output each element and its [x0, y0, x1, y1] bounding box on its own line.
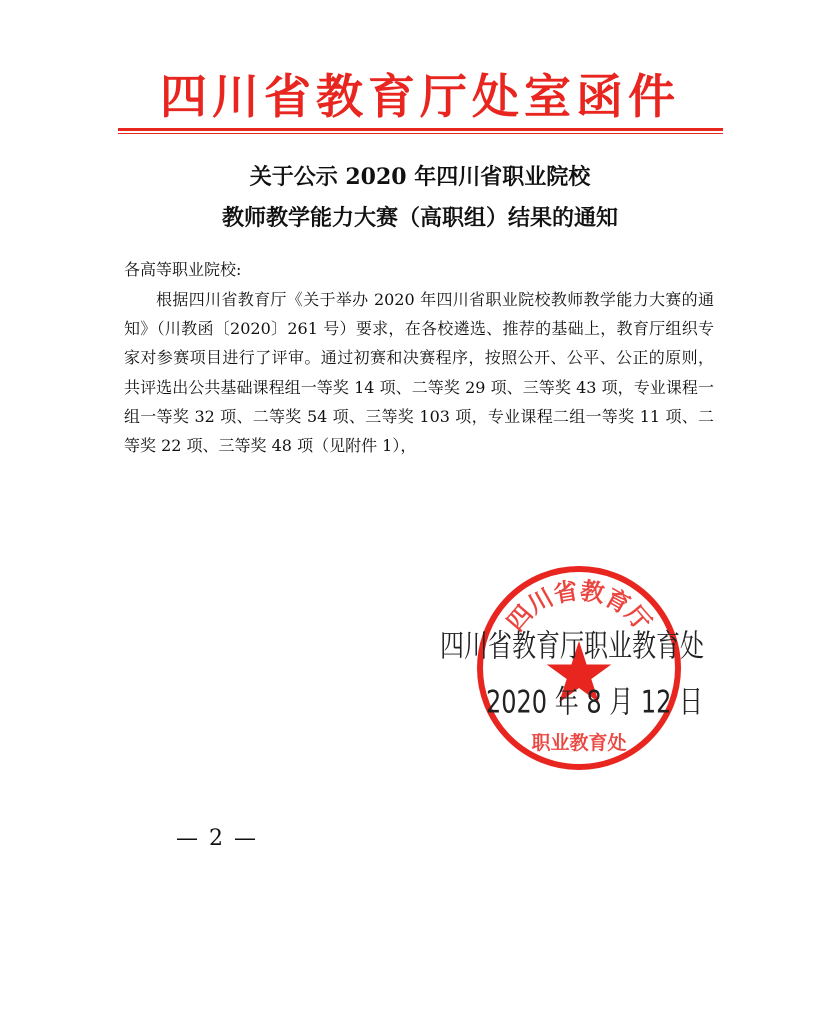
seal-inner-text: 职业教育处 — [531, 732, 627, 754]
official-seal — [476, 565, 682, 771]
letterhead-rule — [118, 128, 723, 131]
signature-org: 四川省教育厅职业教育处 — [440, 627, 704, 665]
document-title-line-1: 关于公示 2020 年四川省职业院校 — [249, 164, 591, 190]
document-title-line-2: 教师教学能力大赛（高职组）结果的通知 — [221, 205, 618, 231]
body-paragraph: 根据四川省教育厅《关于举办 2020 年四川省职业院校教师教学能力大赛的通知》（川教函〔2020〕261 号）要求，在各校遴选、推荐的基础上，教育厅组织专家对参赛项目进行了评审。通过初赛和决赛程序，按照公开、公平、公正的原则，共评选出公共基础课程组一等奖 14 项、二等奖 29 项、三等奖 43 项，专业课程一组一等奖 32 项、二等奖 54 项、三等奖 103 项，专业课程二组一等奖 11 项、二等奖 22 项、三等奖 48 项（见附件 1）， — [124, 290, 714, 456]
page-number: — 2 — — [176, 826, 258, 851]
signature-date: 2020 年 8 月 12 日 — [486, 683, 704, 721]
addressee: 各高等职业院校: — [124, 260, 242, 279]
seal-arc-text: 四川省教育厅 — [501, 576, 657, 637]
letterhead-rule-thin — [118, 133, 723, 134]
letterhead: 四川省教育厅处室函件 — [160, 70, 680, 125]
